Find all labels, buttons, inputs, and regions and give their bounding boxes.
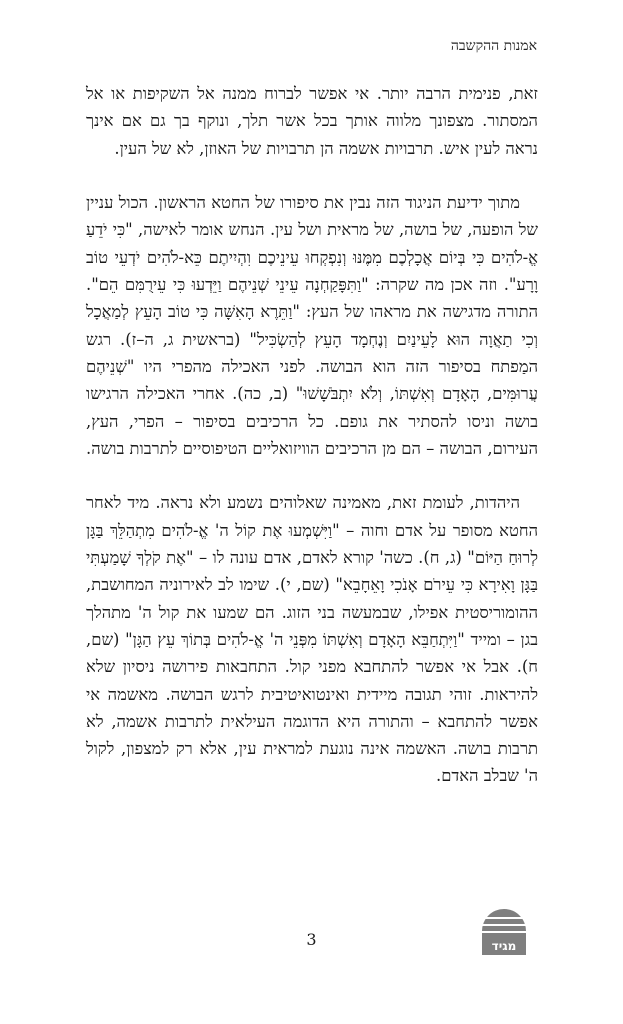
publisher-name: מגיד bbox=[491, 939, 517, 953]
paragraph-3: היהדות, לעומת זאת, מאמינה שאלוהים נשמע ולא נראה. מיד לאחר החטא מסופר על אדם וחוה – "וַיִּשְׁמְעוּ אֶת קוֹל ה' אֱ-לֹהִים מִתְהַלֵּךְ בַּגָּן לְרוּחַ הַיּוֹם" (ג, ח). כשה' קורא לאדם, אדם עונה לו – "אֶת קֹלְךָ שָׁמַעְתִּי בַּגָּן וָאִירָא כִּי עֵירֹם אָנֹכִי וָאֵחָבֵא" (שם, י). שימו לב לאירוניה המחושבת, ההומוריסטית אפילו, שבמעשה בני הזוג. הם שמעו את קול ה' מתהלך בגן – ומייד "וַיִּתְחַבֵּא הָאָדָם וְאִשְׁתּוֹ מִפְּנֵי ה' אֱ-לֹהִים בְּתוֹךְ עֵץ הַגָּן" (שם, ח). אבל אי אפשר להתחבא מפני קול. התחבאות פירושה ניסיון שלא להיראות. זוהי תגובה מיידית ואינטואיטיבית לרגש הבושה. מאשמה אי אפשר להתחבא – והתורה היא הדוגמה העילאית לתרבות אשמה, לא תרבות בושה. האשמה אינה נוגעת למראית עין, אלא רק למצפון, לקול ה' שבלב האדם. bbox=[86, 493, 538, 786]
running-head: אמנות ההקשבה bbox=[450, 38, 537, 54]
page-number: 3 bbox=[306, 930, 317, 949]
maggid-logo-icon bbox=[478, 907, 530, 959]
paragraph-1: זאת, פנימית הרבה יותר. אי אפשר לברוח ממנה אל השקיפות או אל המסתור. מצפונך מלווה אותך בכל אשר תלך, ונוקף בך גם אם אינך נראה לעין איש. תרבויות אשמה הן תרבויות של האוזן, לא של העין. bbox=[86, 84, 538, 158]
paragraph-2: מתוך ידיעת הניגוד הזה נבין את סיפורו של החטא הראשון. הכול עניין של הופעה, של בושה, של מראית ושל עין. הנחש אומר לאישה, "כִּי יֹדֵעַ אֱ-לֹהִים כִּי בְּיוֹם אֲכָלְכֶם מִמֶּנּוּ וְנִפְקְחוּ עֵינֵיכֶם וִהְיִיתֶם כֵּא-לֹהִים יֹדְעֵי טוֹב וָרָע". וזה אכן מה שקרה: "וַתִּפָּקַחְנָה עֵינֵי שְׁנֵיהֶם וַיֵּדְעוּ כִּי עֵירֻמִּם הֵם". התורה מדגישה את מראהו של העץ: "וַתֵּרֶא הָאִשָּׁה כִּי טוֹב הָעֵץ לְמַאֲכָל וְכִי תַאֲוָה הוּא לָעֵינַיִם וְנֶחְמָד הָעֵץ לְהַשְׂכִּיל" (בראשית ג, ה–ז). רגש המַפתח בסיפור הזה הוא הבושה. לפני האכילה מהפרי היו "שְׁנֵיהֶם עֲרוּמִּים, הָאָדָם וְאִשְׁתּוֹ, וְלֹא יִתְבֹּשָׁשׁוּ" (ב, כה). אחרי האכילה הרגישו בושה וניסו להסתיר את גופם. כל הרכיבים בסיפור – הפרי, העץ, העירום, הבושה – הם מן הרכיבים הוויזואליים הטיפוסיים לתרבות בושה. bbox=[86, 193, 538, 458]
body-text bbox=[86, 80, 538, 790]
